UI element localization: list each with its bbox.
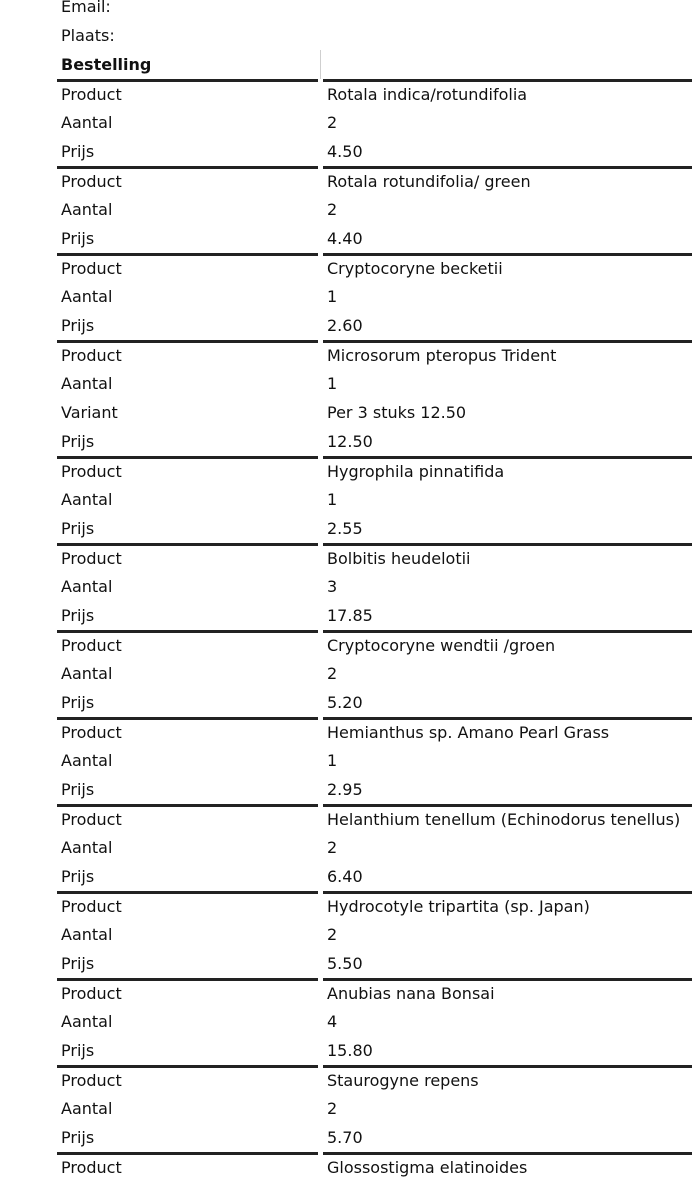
- order-item-row: [0, 949, 692, 978]
- field-value: 2: [327, 200, 338, 219]
- field-value: Staurogyne repens: [327, 1071, 479, 1090]
- field-label: Aantal: [61, 113, 113, 132]
- field-label: Prijs: [61, 229, 95, 248]
- field-label: Aantal: [61, 838, 113, 857]
- field-value: 1: [327, 490, 338, 509]
- order-heading-row: [0, 50, 692, 79]
- field-value: Glossostigma elatinoides: [327, 1158, 528, 1177]
- order-item-row: [0, 978, 692, 1007]
- field-label: Product: [61, 810, 122, 829]
- order-item-row: [0, 833, 692, 862]
- order-item-row: [0, 224, 692, 253]
- field-label: Product: [61, 346, 122, 365]
- field-value: Bolbitis heudelotii: [327, 549, 471, 568]
- order-item: [0, 1152, 692, 1181]
- field-label: Prijs: [61, 780, 95, 799]
- field-value: Hemianthus sp. Amano Pearl Grass: [327, 723, 610, 742]
- order-heading: Bestelling: [61, 55, 152, 74]
- order-item-row: [0, 108, 692, 137]
- field-value: 2: [327, 838, 338, 857]
- order-item-row: [0, 1152, 692, 1181]
- field-value: 1: [327, 751, 338, 770]
- field-label: Aantal: [61, 577, 113, 596]
- field-label: Prijs: [61, 954, 95, 973]
- field-label: Product: [61, 1158, 122, 1177]
- order-item: [0, 1065, 692, 1152]
- order-item-row: [0, 862, 692, 891]
- field-value: 4.40: [327, 229, 363, 248]
- order-item: [0, 253, 692, 340]
- field-value: 3: [327, 577, 338, 596]
- field-value: Rotala indica/rotundifolia: [327, 85, 528, 104]
- order-item: [0, 456, 692, 543]
- order-item-row: [0, 746, 692, 775]
- order-item-row: [0, 311, 692, 340]
- field-value: Cryptocoryne wendtii /groen: [327, 636, 556, 655]
- order-item-row: [0, 891, 692, 920]
- field-value: 2: [327, 925, 338, 944]
- order-items-table: [0, 79, 692, 1181]
- field-value: 1: [327, 287, 338, 306]
- field-label: Aantal: [61, 287, 113, 306]
- field-label: Product: [61, 723, 122, 742]
- field-label: Product: [61, 462, 122, 481]
- field-value: 2.55: [327, 519, 363, 538]
- order-item-row: [0, 659, 692, 688]
- order-item: [0, 166, 692, 253]
- field-value: Microsorum pteropus Trident: [327, 346, 557, 365]
- field-label: Prijs: [61, 1128, 95, 1147]
- order-item-row: [0, 1007, 692, 1036]
- field-value: 2.95: [327, 780, 363, 799]
- field-value: 12.50: [327, 432, 373, 451]
- order-item-row: [0, 137, 692, 166]
- field-label: Aantal: [61, 664, 113, 683]
- field-label: Prijs: [61, 432, 95, 451]
- order-item-row: [0, 804, 692, 833]
- order-item-row: [0, 253, 692, 282]
- field-label: Product: [61, 85, 122, 104]
- field-label: Aantal: [61, 1012, 113, 1031]
- field-label: Prijs: [61, 606, 95, 625]
- field-label: Product: [61, 636, 122, 655]
- order-item: [0, 717, 692, 804]
- order-item-row: [0, 920, 692, 949]
- order-item-row: [0, 775, 692, 804]
- field-value: Hydrocotyle tripartita (sp. Japan): [327, 897, 590, 916]
- field-label: Product: [61, 172, 122, 191]
- field-value: 17.85: [327, 606, 373, 625]
- field-label: Aantal: [61, 1099, 113, 1118]
- order-item-row: [0, 282, 692, 311]
- field-label: Product: [61, 259, 122, 278]
- field-label: Prijs: [61, 1041, 95, 1060]
- field-value: 5.70: [327, 1128, 363, 1147]
- order-item-row: [0, 427, 692, 456]
- field-value: 1: [327, 374, 338, 393]
- order-item-row: [0, 1094, 692, 1123]
- field-label: Aantal: [61, 925, 113, 944]
- field-label: Prijs: [61, 142, 95, 161]
- field-label: Aantal: [61, 200, 113, 219]
- order-item-row: [0, 485, 692, 514]
- field-value: 2: [327, 113, 338, 132]
- field-label: Product: [61, 1071, 122, 1090]
- field-value: Helanthium tenellum (Echinodorus tenellus): [327, 810, 681, 829]
- field-value: 2.60: [327, 316, 363, 335]
- order-item-row: [0, 572, 692, 601]
- field-value: 5.50: [327, 954, 363, 973]
- contact-section: [0, 0, 692, 50]
- order-item-row: [0, 166, 692, 195]
- field-value: 6.40: [327, 867, 363, 886]
- field-value: Hygrophila pinnatifida: [327, 462, 505, 481]
- order-item-row: [0, 195, 692, 224]
- field-label: Aantal: [61, 490, 113, 509]
- order-item-row: [0, 1123, 692, 1152]
- field-label: Product: [61, 897, 122, 916]
- order-item-row: [0, 688, 692, 717]
- field-value: 4: [327, 1012, 338, 1031]
- field-value: 2: [327, 664, 338, 683]
- contact-row: [0, 21, 692, 50]
- field-value: Anubias nana Bonsai: [327, 984, 495, 1003]
- order-item-row: [0, 398, 692, 427]
- field-value: 5.20: [327, 693, 363, 712]
- order-item-row: [0, 456, 692, 485]
- field-value: Rotala rotundifolia/ green: [327, 172, 531, 191]
- order-item: [0, 978, 692, 1065]
- field-label: Aantal: [61, 374, 113, 393]
- field-value: Per 3 stuks 12.50: [327, 403, 467, 422]
- field-label: Email:: [61, 0, 111, 16]
- order-item-row: [0, 1036, 692, 1065]
- order-item-row: [0, 340, 692, 369]
- field-value: 15.80: [327, 1041, 373, 1060]
- order-item: [0, 340, 692, 456]
- contact-row: [0, 0, 692, 21]
- order-item-row: [0, 630, 692, 659]
- order-item-row: [0, 717, 692, 746]
- field-value: 2: [327, 1099, 338, 1118]
- order-item: [0, 79, 692, 166]
- order-item: [0, 891, 692, 978]
- field-label: Prijs: [61, 519, 95, 538]
- order-item: [0, 804, 692, 891]
- field-label: Variant: [61, 403, 118, 422]
- order-item: [0, 543, 692, 630]
- order-item-row: [0, 543, 692, 572]
- order-item-row: [0, 514, 692, 543]
- field-label: Aantal: [61, 751, 113, 770]
- field-label: Product: [61, 549, 122, 568]
- order-item-row: [0, 601, 692, 630]
- field-label: Prijs: [61, 867, 95, 886]
- field-value: Cryptocoryne becketii: [327, 259, 503, 278]
- order-item-row: [0, 79, 692, 108]
- order-item-row: [0, 1065, 692, 1094]
- field-value: 4.50: [327, 142, 363, 161]
- field-label: Product: [61, 984, 122, 1003]
- field-label: Plaats:: [61, 26, 115, 45]
- field-label: Prijs: [61, 693, 95, 712]
- order-item: [0, 630, 692, 717]
- field-label: Prijs: [61, 316, 95, 335]
- order-item-row: [0, 369, 692, 398]
